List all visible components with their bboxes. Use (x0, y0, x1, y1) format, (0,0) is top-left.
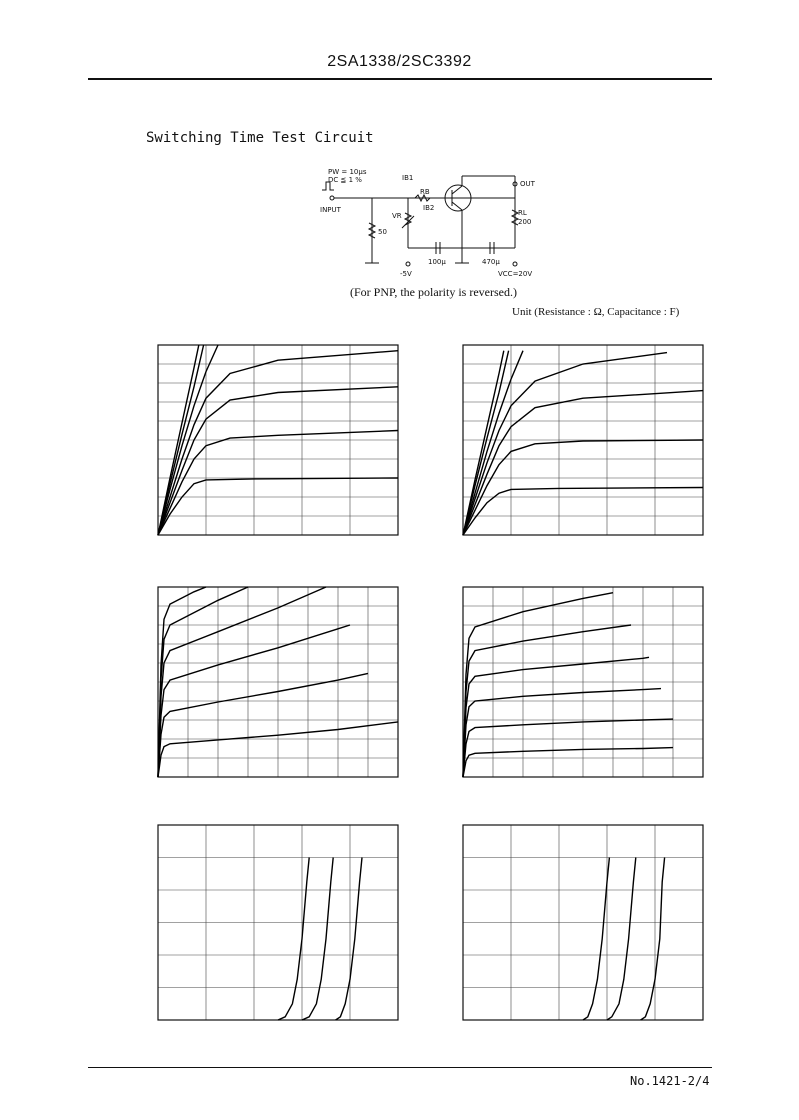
series-line (278, 858, 309, 1021)
unit-note: Unit (Resistance : Ω, Capacitance : F) (512, 306, 680, 318)
document-title: 2SA1338/2SC3392 (327, 53, 472, 70)
chart-ic-vbe-2sa1338 (110, 813, 410, 1058)
vcc-label: VCC=20V (498, 270, 533, 278)
vr-label: VR (392, 212, 402, 220)
chart-ic-vce-2sc3392-low (415, 333, 715, 573)
output-label: OUT (520, 180, 535, 188)
vneg-label: -5V (400, 270, 412, 278)
series-line (463, 748, 673, 777)
series-line (158, 478, 398, 535)
series-line (641, 858, 665, 1021)
rb-label: RB (420, 188, 430, 196)
polarity-note: (For PNP, the polarity is reversed.) (350, 285, 517, 299)
c1-label: 100µ (428, 258, 446, 266)
series-line (463, 353, 667, 535)
footer-rule (88, 1067, 712, 1068)
pw-label: PW = 10µs (328, 168, 367, 176)
input-label: INPUT (320, 206, 341, 214)
chart-ic-vce-2sa1338-high (110, 575, 410, 815)
r50-label: 50 (378, 228, 387, 236)
chart-ic-vbe-2sc3392 (415, 813, 715, 1058)
ib2-label: IB2 (423, 204, 435, 212)
series-line (158, 431, 398, 536)
series-line (336, 858, 362, 1021)
section-title: Switching Time Test Circuit (146, 130, 374, 146)
r200-label: 200 (518, 218, 532, 226)
chart-ic-vce-2sc3392-high (415, 575, 715, 815)
chart-ic-vce-2sa1338-low (110, 333, 410, 573)
series-line (463, 351, 509, 535)
series-line (607, 858, 636, 1021)
dc-label: DC ≦ 1 % (328, 176, 362, 184)
header-rule (88, 78, 712, 80)
series-line (463, 657, 649, 777)
switching-test-circuit (320, 168, 550, 283)
rl-label: RL (518, 209, 527, 217)
c2-label: 470µ (482, 258, 500, 266)
ib1-label: IB1 (402, 174, 414, 182)
series-line (463, 488, 703, 536)
series-line (158, 387, 398, 535)
series-line (158, 673, 368, 777)
series-line (583, 858, 609, 1021)
series-line (158, 351, 398, 535)
page-number: No.1421-2/4 (630, 1074, 710, 1088)
